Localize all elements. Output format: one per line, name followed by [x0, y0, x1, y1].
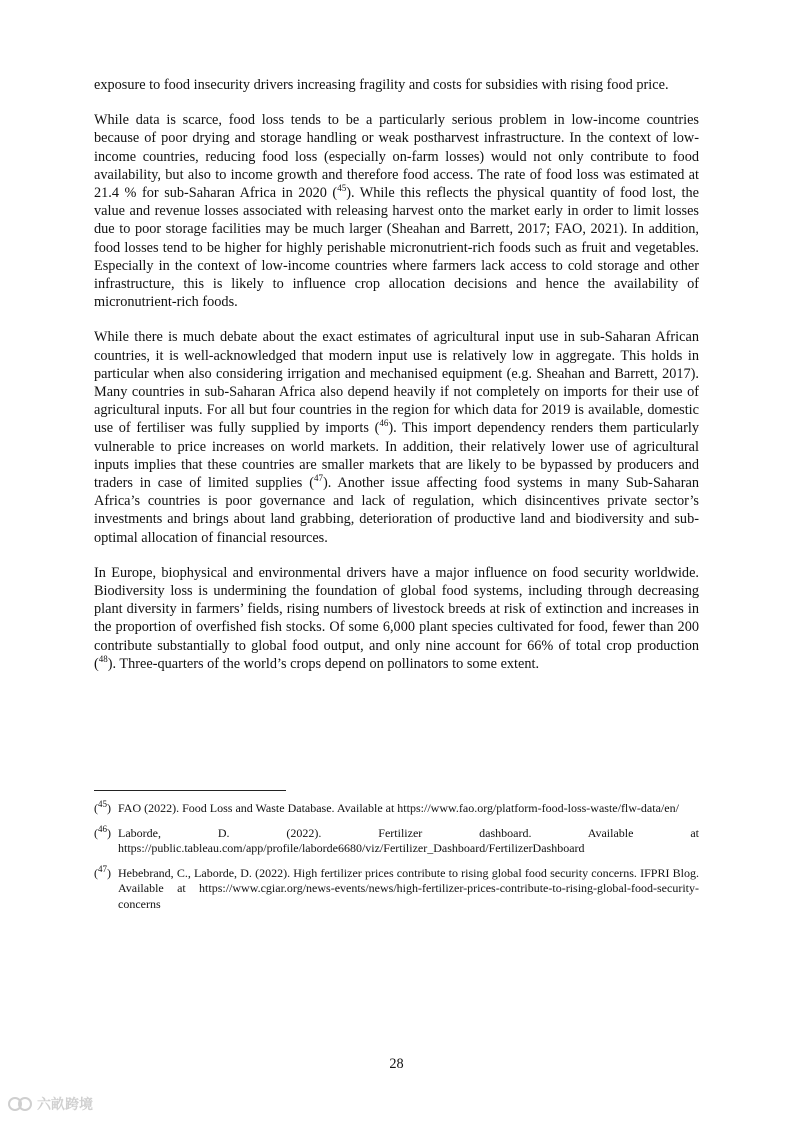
paragraph-2 [94, 111, 699, 311]
footnote-number: ($^{46}$) [94, 823, 111, 840]
page-number: 28 [389, 1056, 404, 1072]
paragraph-text: ). Three-quarters of the world’s crops depend on pollinators to some extent. [107, 655, 540, 672]
footnote-number: ($^{47}$) [94, 863, 111, 880]
footnote-item [94, 863, 699, 913]
watermark [8, 1094, 93, 1114]
paragraph-text: In Europe, biophysical and environmental drivers have a major influence on food security worldwide. Biodiversity loss is undermining the foundation of global food systems, including through decreasing plant diversity in farmers’ fields, rising numbers of livestock breeds at risk of extinction and increases in the proportion of overfished fish stocks. Of some 6,000 plant species cultivated for food, fewer than 200 contribute substantially to global food output, and only nine account for 66% of total crop production ( [94, 564, 699, 672]
footnote-number: ($^{45}$) [94, 799, 111, 815]
footnote-item [94, 801, 699, 817]
footnote-ref[interactable]: 46 [379, 418, 389, 429]
paragraph-text: While there is much debate about the exact estimates of agricultural input use in sub-Saharan African countries, it is well-acknowledged that modern input use is relatively low in aggregate. This holds in particular when also considering irrigation and mechanised equipment (e.g. Sheahan and Barrett, 2017). Many countries in sub-Saharan Africa also depend heavily if not completely on imports for their use of agricultural inputs. For all but four countries in the region for which data for 2019 is available, domestic use of fertiliser was fully supplied by imports ( [94, 329, 699, 437]
footnote-ref[interactable]: 48 [98, 654, 108, 665]
footnote-ref[interactable]: 45 [337, 183, 347, 194]
watermark-text: 六畝跨境 [37, 1097, 93, 1113]
paragraph-text: ). Another issue affecting food systems in many Sub-Saharan Africa’s countries is poor governance and lack of regulation, which disincentives private sector’s investments and brings about land grabbing, deterioration of productive land and biodiversity and sub-optimal allocation of financial resources. [94, 475, 699, 546]
paragraph-text: exposure to food insecurity drivers increasing fragility and costs for subsidies with rising food price. [94, 77, 669, 93]
paragraph-text: While data is scarce, food loss tends to be a particularly serious problem in low-income countries because of poor drying and storage handling or weak postharvest infrastructure. In the context of low-income countries, reducing food loss (especially on-farm losses) would not only contribute to food availability, but also to income growth and therefore food access. The rate of food loss was estimated at 21.4 % for sub-Saharan Africa in 2020 ( [94, 112, 699, 202]
paragraph-1 [94, 76, 699, 94]
footnotes [94, 801, 699, 921]
watermark-logo-icon [8, 1095, 34, 1113]
footnote-text: Laborde, D. (2022). Fertilizer dashboard. Available at https://public.tableau.com/app/profile/laborde6680/viz/Fertilizer_Dashboard/FertilizerDashboard [118, 825, 699, 855]
paragraph-text: ). This import dependency renders them particularly vulnerable to price increases on world markets. In addition, their relatively lower use of agricultural inputs implies that these countries are smaller markets that are likely to be bypassed by producers and traders in case of limited supplies ( [94, 420, 700, 492]
body-text [94, 76, 699, 690]
footnote-item [94, 823, 699, 857]
paragraph-4 [94, 564, 699, 673]
footnote-separator [94, 790, 286, 791]
paragraph-text: ). While this reflects the physical quantity of food lost, the value and revenue losses associated with releasing harvest onto the market early in order to limit losses due to poor storage facilities may be much larger (Sheahan and Barrett, 2017; FAO, 2021). In addition, food losses tend to be higher for highly perishable micronutrient-rich foods such as fruit and vegetables. Especially in the context of low-income countries where farmers lack access to cold storage and other infrastructure, this is likely to influence crop allocation decisions and hence the availability of micronutrient-rich foods. [94, 185, 700, 311]
footnote-text: FAO (2022). Food Loss and Waste Database. Available at https://www.fao.org/platform-food-loss-waste/flw-data/en/ [118, 801, 679, 815]
footnote-text: Hebebrand, C., Laborde, D. (2022). High fertilizer prices contribute to rising global food security concerns. IFPRI Blog. Available at https://www.cgiar.org/news-events/news/high-fertilizer-prices-contribute-to-rising-global-food-security-concerns [118, 865, 699, 911]
footnote-ref[interactable]: 47 [313, 473, 323, 484]
paragraph-3 [94, 328, 699, 546]
